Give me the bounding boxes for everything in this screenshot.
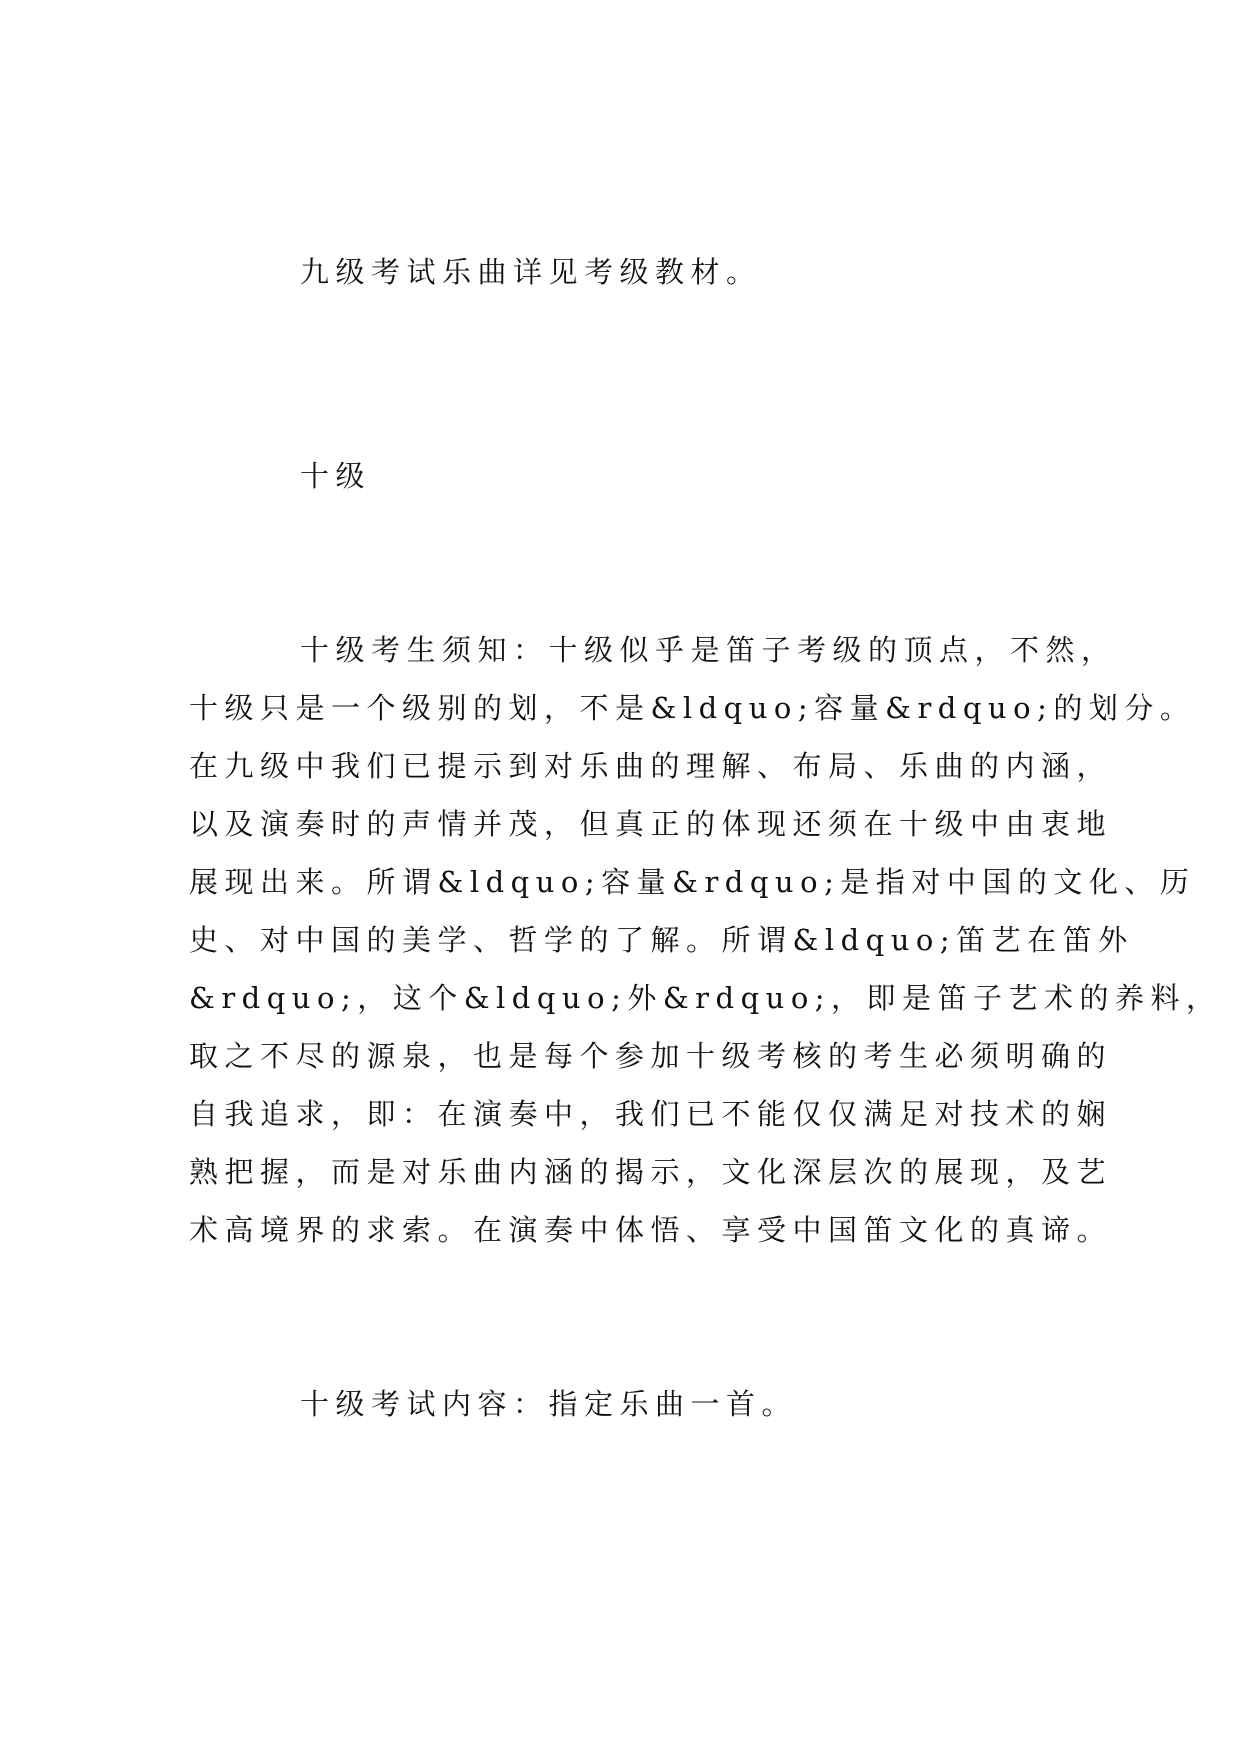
notice-line: 以及演奏时的声情并茂，但真正的体现还须在十级中由衷地 (189, 807, 1113, 841)
notice-line: 史、对中国的美学、哲学的了解。所谓&ldquo;笛艺在笛外 (189, 923, 1134, 957)
notice-line: 展现出来。所谓&ldquo;容量&rdquo;是指对中国的文化、历 (189, 865, 1196, 899)
notice-line: 十级考生须知：十级似乎是笛子考级的顶点，不然， (300, 633, 1117, 667)
notice-line: 取之不尽的源泉，也是每个参加十级考核的考生必须明确的 (189, 1039, 1113, 1073)
grade10-exam-content-paragraph: 十级考试内容：指定乐曲一首。 (300, 1387, 798, 1421)
notice-line: &rdquo;，这个&ldquo;外&rdquo;，即是笛子艺术的养料， (189, 981, 1222, 1015)
notice-line: 熟把握，而是对乐曲内涵的揭示，文化深层次的展现，及艺 (189, 1155, 1113, 1189)
notice-line: 术高境界的求索。在演奏中体悟、享受中国笛文化的真谛。 (189, 1213, 1113, 1247)
grade10-heading: 十级 (300, 459, 372, 493)
notice-line: 十级只是一个级别的划，不是&ldquo;容量&rdquo;的划分。 (189, 691, 1196, 725)
grade9-exam-paragraph: 九级考试乐曲详见考级教材。 (300, 255, 762, 289)
notice-line: 自我追求，即：在演奏中，我们已不能仅仅满足对技术的娴 (189, 1097, 1113, 1131)
notice-line: 在九级中我们已提示到对乐曲的理解、布局、乐曲的内涵， (189, 749, 1113, 783)
